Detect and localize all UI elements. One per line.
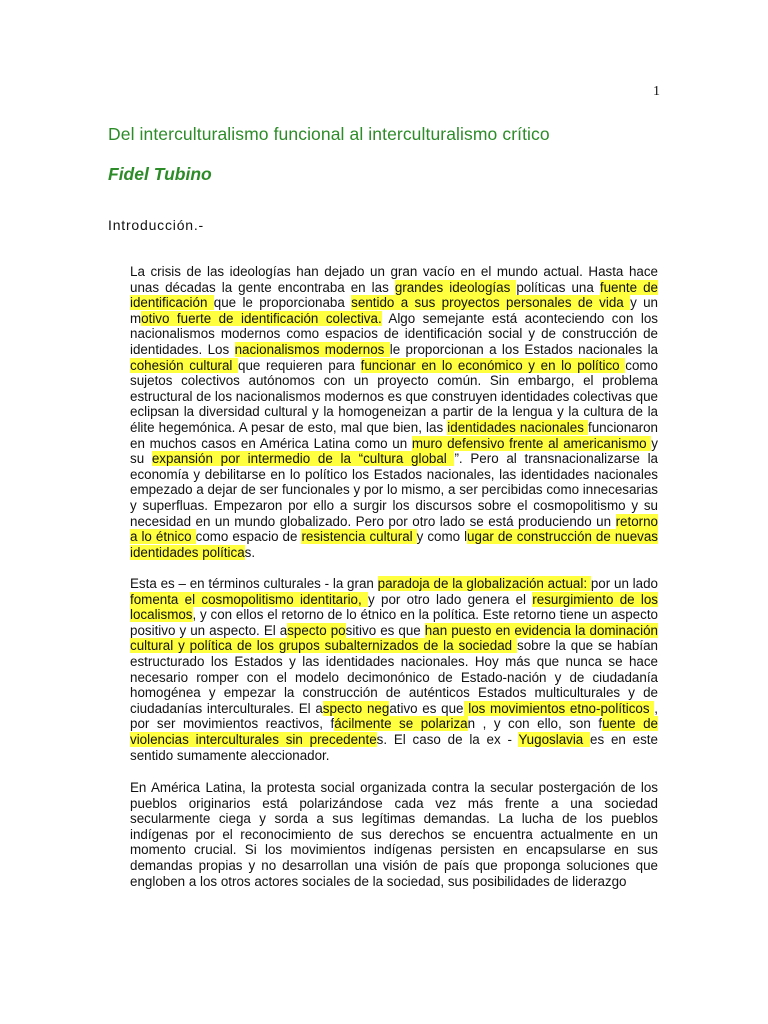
highlighted-text: specto neg xyxy=(322,700,390,716)
highlighted-text: expansión por intermedio de la “cultura global xyxy=(151,451,455,467)
text-run: sitivo es que xyxy=(345,622,425,638)
text-run: es en este sentido sumamente aleccionador. xyxy=(130,731,658,763)
highlighted-text: retorno a lo étnico xyxy=(130,513,658,545)
text-run: que le proporcionaba xyxy=(213,295,352,311)
text-run: por un lado xyxy=(590,576,658,591)
text-run: y como l xyxy=(416,529,468,545)
section-heading-introduction: Introducción.- xyxy=(108,217,205,233)
body-paragraph-2 xyxy=(130,576,658,763)
highlighted-text: specto po xyxy=(287,622,346,638)
highlighted-text: uente de violencias interculturales sin precedente xyxy=(130,716,658,747)
text-run: ativo es que xyxy=(389,700,464,716)
highlighted-text: sentido a sus proyectos personales de vida xyxy=(351,295,631,311)
text-run: como sujetos colectivos autónomos con un proyecto común. Sin embargo, el problema estructural de los nacionalismos modernos es que construyen identidades colectivas que eclipsan la diversidad cultural y la homogeneizan a partir de la lengua y la cultura de la élite hegemónica. A pesar de esto, mal que bien, las xyxy=(130,357,658,435)
highlighted-text: han puesto en evidencia la dominación cultural y política de los grupos subalternizados de la sociedad xyxy=(130,622,658,654)
text-run: s. xyxy=(244,544,256,560)
text-run: y por otro lado genera el xyxy=(368,591,533,607)
text-run: ”. Pero al transnacionalizarse la economía y debilitarse en lo político los Estados nacionales, las identidades nacionales empezado a dejar de ser funcionales y por lo mismo, a ser percibidas como innecesarias y superfluas. Empezaron por ello a surgir los discursos sobre el cosmopolitismo y su necesidad en un mundo globalizado. Pero por otro lado se está produciendo un xyxy=(130,451,658,529)
body-paragraph-1 xyxy=(130,264,658,560)
highlighted-text: muro defensivo frente al americanismo xyxy=(411,435,652,451)
highlighted-text: los movimientos etno-políticos xyxy=(463,700,655,716)
highlighted-text: nacionalismos modernos xyxy=(234,341,390,357)
author-name: Fidel Tubino xyxy=(108,164,212,184)
document-title: Del interculturalismo funcional al interculturalismo crítico xyxy=(108,124,550,144)
text-run: , por ser movimientos reactivos, f xyxy=(130,700,659,732)
text-run: s. El caso de la ex - xyxy=(376,731,519,747)
text-run: le proporcionan a los Estados nacionales la xyxy=(389,341,658,357)
highlighted-text: fuente de identificación xyxy=(130,279,658,311)
body-paragraph-3 xyxy=(130,780,658,889)
highlighted-text: resurgimiento de los localismos xyxy=(130,591,659,623)
highlighted-text: ácilmente se polariza xyxy=(334,716,468,732)
highlighted-text: fomenta el cosmopolitismo identitario, xyxy=(130,591,369,607)
text-run: y su xyxy=(130,435,658,467)
highlighted-text: grandes ideologías xyxy=(394,279,517,295)
highlighted-text: paradoja de la globalización actual: xyxy=(377,576,591,591)
highlighted-text: cohesión cultural xyxy=(130,357,239,373)
text-run: Algo semejante está aconteciendo con los nacionalismos modernos como espacios de identificación social y de construcción de identidades. Los xyxy=(130,310,658,357)
highlighted-text: ugar de construcción de nuevas identidades política xyxy=(130,529,658,560)
text-run: políticas una xyxy=(516,279,600,295)
highlighted-text: otivo fuerte de identificación colectiva. xyxy=(141,310,382,326)
highlighted-text: resistencia cultural xyxy=(301,529,417,545)
text-run: como espacio de xyxy=(195,529,302,545)
text-run: , y con ellos el retorno de lo étnico en la política. Este retorno tiene un aspecto positivo y un aspecto. El a xyxy=(130,607,658,638)
text-run: que requieren para xyxy=(238,357,361,373)
highlighted-text: Yugoslavia xyxy=(518,731,591,747)
highlighted-text: funcionar en lo económico y en lo político xyxy=(360,357,626,373)
text-run: La crisis de las ideologías han dejado un gran vacío en el mundo actual. Hasta hace unas décadas la gente encontraba en las xyxy=(130,264,658,295)
highlighted-text: identidades nacionales xyxy=(447,419,589,435)
text-run: y un m xyxy=(130,295,658,326)
text-run: n , y con ello, son f xyxy=(467,716,603,732)
text-run: Esta es – en términos culturales - la gran xyxy=(130,576,378,591)
text-run: funcionaron en muchos casos en América Latina como un xyxy=(130,419,658,451)
text-run: En América Latina, la protesta social organizada contra la secular postergación de los pueblos originarios está polarizándose cada vez más frente a una sociedad secularmente ciega y sorda a sus legítimas demandas. La lucha de los pueblos indígenas por el reconocimiento de sus derechos se encuentra actualmente en un momento crucial. Si los movimientos indígenas persisten en encapsularse en sus demandas propias y no desarrollan una visión de país que proponga soluciones que engloben a los otros actores sociales de la sociedad, sus posibilidades de liderazgo xyxy=(130,780,658,889)
text-run: sobre la que se habían estructurado los Estados y las identidades nacionales. Hoy más que nunca se hace necesario romper con el modelo decimonónico de Estado-nación y de ciudadanía homogénea y empezar la construcción de auténticos Estados multiculturales y de ciudadanías interculturales. El a xyxy=(130,638,658,716)
page-number: 1 xyxy=(653,84,660,99)
